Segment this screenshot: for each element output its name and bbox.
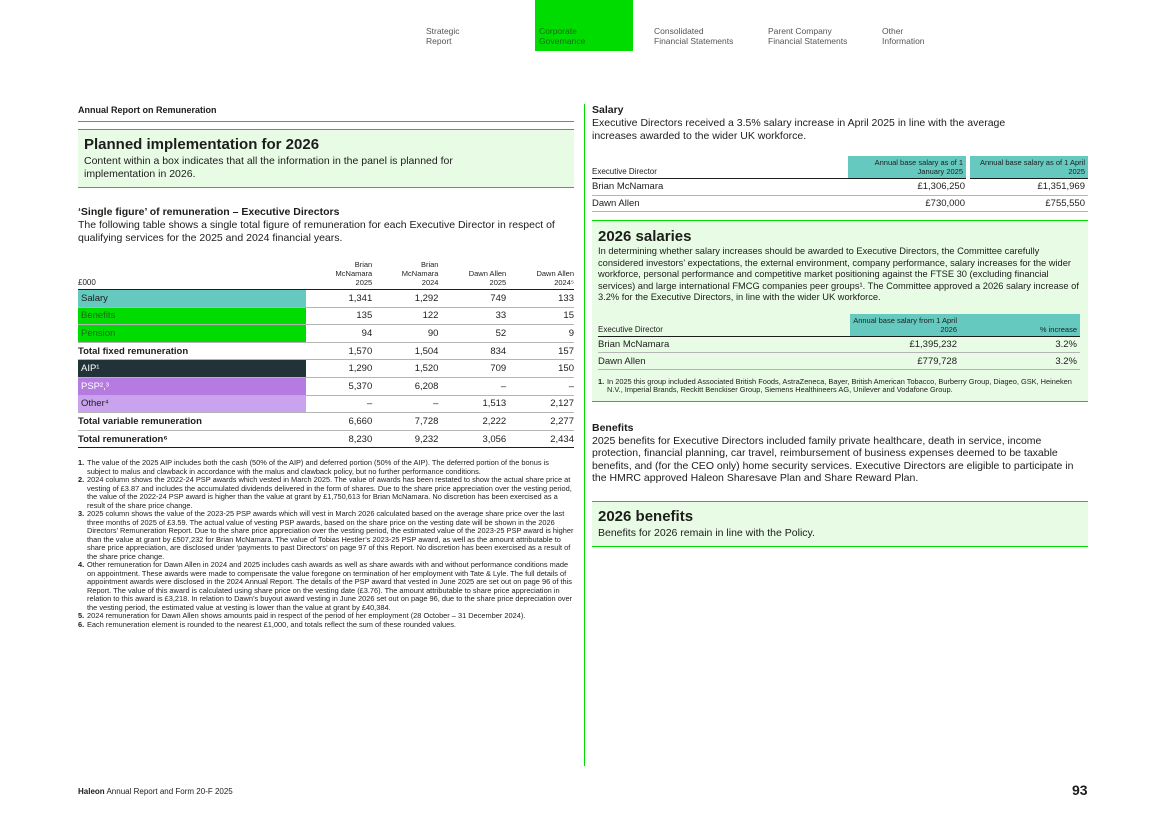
cell: 3.2% xyxy=(960,336,1080,353)
cell: 33 xyxy=(438,307,506,325)
nav-label: Financial Statements xyxy=(654,36,734,46)
benefits-2026-text: Benefits for 2026 remain in line with the Policy. xyxy=(598,526,815,539)
column-header: Annual base salary from 1 April 2026 xyxy=(850,314,960,337)
cell: 2,127 xyxy=(506,395,574,413)
row-label: Total variable remuneration xyxy=(78,413,306,431)
cell: 90 xyxy=(372,325,438,343)
cell: 7,728 xyxy=(372,413,438,431)
cell: 6,208 xyxy=(372,377,438,395)
cell: Dawn Allen xyxy=(592,195,848,212)
cell: 9,232 xyxy=(372,430,438,448)
salary-2026-table xyxy=(598,314,1080,370)
table-row-psp xyxy=(78,377,574,395)
cell: 2,434 xyxy=(506,430,574,448)
nav-label: Corporate xyxy=(539,26,577,36)
cell: 150 xyxy=(506,360,574,378)
footnote: 1. The value of the 2025 AIP includes both the cash (50% of the AIP) and deferred portion (50% of the AIP). The deferred portion of the bonus is subject to malus and clawback in accordance with the malus and clawback policy, but no further performance conditions. xyxy=(78,458,549,476)
salary-heading: Salary xyxy=(592,104,624,116)
table-row-aip xyxy=(78,360,574,378)
brand-name: Haleon xyxy=(78,787,105,796)
salaries-2026-text: In determining whether salary increases should be awarded to Executive Directors, the Committee carefully considered investors’ expectations, the external environment, company performance, salary increases for the wider workforce, personal performance and competitive market positioning against the FTSE 30 (excluding financial services) and large international FMCG companies peer groups¹. The Committee approved a 2026 salary increase of 3.2% for the Executive Directors, in line with the wider UK workforce. xyxy=(598,246,1079,303)
cell: – xyxy=(506,377,574,395)
salaries-footnote: 1. In 2025 this group included Associated British Foods, AstraZeneca, Bayer, British American Tobacco, Burberry Group, Diageo, GSK, Heineken N.V., Imperial Brands, Reckitt Benckiser Group, Siemens Healthineers AG, Unilever and Vodafone Group. xyxy=(598,376,1072,395)
planned-implementation-box xyxy=(78,129,574,188)
single-figure-table xyxy=(78,260,574,448)
column-header: Brian McNamara 2025 xyxy=(306,260,372,290)
cell: £1,395,232 xyxy=(850,336,960,353)
footer-text: Annual Report and Form 20-F 2025 xyxy=(106,787,233,796)
column-header: Executive Director xyxy=(592,156,848,179)
cell: – xyxy=(306,395,372,413)
column-divider xyxy=(584,104,585,766)
cell: 94 xyxy=(306,325,372,343)
cell: 5,370 xyxy=(306,377,372,395)
nav-label: Strategic xyxy=(426,26,460,36)
cell: 9 xyxy=(506,325,574,343)
cell: 3.2% xyxy=(960,353,1080,370)
row-label: Other⁴ xyxy=(78,395,306,413)
column-header: Dawn Allen 2024⁵ xyxy=(506,260,574,290)
table-header-row xyxy=(78,260,574,290)
nav-label: Report xyxy=(426,36,452,46)
plan-text: Content within a box indicates that all the information in the panel is planned for implementation in 2026. xyxy=(84,155,453,180)
table-row xyxy=(598,353,1080,370)
cell: 122 xyxy=(372,307,438,325)
cell: – xyxy=(372,395,438,413)
nav-consolidated-financial-statements[interactable] xyxy=(654,0,733,51)
cell: 1,504 xyxy=(372,342,438,360)
cell: £755,550 xyxy=(968,195,1088,212)
nav-parent-company-financial-statements[interactable] xyxy=(768,0,847,51)
footnote: 3. 2025 column shows the value of the 2023-25 PSP awards which will vest in March 2026 calculated based on the average share price over the last three months of 2025 of £3.59. The actual value of vesting PSP awards, based on the share price on the vesting date will be shown in the 2026 Directors’ Remuneration Report. Due to the share price appreciation over the vesting period, the estimated value of the 2023-25 PSP award is higher than the value at grant by £507,232 for Brian McNamara. The value of Tobias Hestler’s 2023-25 PSP award, as well as the amount attributable to share price appreciation, are disclosed under ‘payments to past Directors’ on page 97 of this Report. No discretion has been exercised as a result of the share price change. xyxy=(78,509,574,561)
cell: 157 xyxy=(506,342,574,360)
benefits-2026-title: 2026 benefits xyxy=(598,507,694,525)
cell: 1,341 xyxy=(306,290,372,308)
nav-label: Information xyxy=(882,36,925,46)
cell: £1,351,969 xyxy=(968,179,1088,196)
page-number: 93 xyxy=(1072,782,1088,798)
benefits-2026-box xyxy=(592,501,1088,548)
cell: 1,290 xyxy=(306,360,372,378)
table-row xyxy=(592,179,1088,196)
table-row-total-variable xyxy=(78,413,574,431)
cell: 749 xyxy=(438,290,506,308)
footnote: 2. 2024 column shows the 2022-24 PSP awards which vested in March 2025. The value of awards has been restated to show the actual share price at vesting of £3.87 and includes the accumulated dividends delivered in the form of shares. Due to the share price appreciation over the vesting period, the value of the 2022-24 PSP award is higher than the value at grant by £1,750,613 for Brian McNamara. No discretion has been exercised as a result of the share price change. xyxy=(78,475,572,510)
cell: 15 xyxy=(506,307,574,325)
nav-label: Consolidated xyxy=(654,26,704,36)
row-label: Salary xyxy=(78,290,306,308)
salary-intro: Executive Directors received a 3.5% salary increase in April 2025 in line with the average increases awarded to the wider UK workforce. xyxy=(592,117,1006,142)
cell: 52 xyxy=(438,325,506,343)
table-header-row xyxy=(598,314,1080,337)
cell: 3,056 xyxy=(438,430,506,448)
salaries-2026-box xyxy=(592,220,1088,402)
column-header: Annual base salary as of 1 April 2025 xyxy=(968,156,1088,179)
footnote: 6. Each remuneration element is rounded to the nearest £1,000, and totals reflect the sum of these rounded values. xyxy=(78,619,456,629)
cell: 133 xyxy=(506,290,574,308)
benefits-text: 2025 benefits for Executive Directors included family private healthcare, death in service, income protection, financial planning, car travel, reimbursement of business expenses deemed to be taxable benefits, and (for the CEO only) home security services. Executive Directors are eligible to participate in the HMRC approved Haleon Sharesave Plan and Share Reward Plan. xyxy=(592,434,1074,485)
table-row-total-fixed xyxy=(78,342,574,360)
table-row-pension xyxy=(78,325,574,343)
section-label: Annual Report on Remuneration xyxy=(78,104,574,122)
cell: 6,660 xyxy=(306,413,372,431)
table-row-salary xyxy=(78,290,574,308)
column-header: Executive Director xyxy=(598,314,850,337)
single-figure-section xyxy=(78,206,574,244)
row-label: AIP¹ xyxy=(78,360,306,378)
cell: 1,292 xyxy=(372,290,438,308)
footnote: 4. Other remuneration for Dawn Allen in 2024 and 2025 includes cash awards as well as share awards with and without performance conditions made on appointment. These awards were made to compensate the value foregone on termination of her employment with Tate & Lyle. The full details of appointment awards were disclosed in the 2024 Annual Report. The details of the PSP award that vested in June 2025 are set out on page 96 of this Report. The value of this award is calculated using share price on the vesting date (£3.76). The amount attributable to share price appreciation in relation to this award is £3,218. In relation to Dawn’s buyout award vesting in June 2026 set out on page 96, due to the share price depreciation over the vesting period, the estimated value at vesting is lower than the value at grant by £40,384. xyxy=(78,560,573,612)
table-header-row xyxy=(592,156,1088,179)
salary-table xyxy=(592,156,1088,212)
cell: 1,513 xyxy=(438,395,506,413)
column-header: Brian McNamara 2024 xyxy=(372,260,438,290)
left-column xyxy=(78,104,574,629)
cell: 135 xyxy=(306,307,372,325)
row-label: Pension xyxy=(78,325,306,343)
right-column xyxy=(592,104,1088,547)
column-header: Annual base salary as of 1 January 2025 xyxy=(848,156,968,179)
salaries-2026-title: 2026 salaries xyxy=(598,228,692,245)
row-label: Total fixed remuneration xyxy=(78,342,306,360)
cell: 8,230 xyxy=(306,430,372,448)
table-row-other xyxy=(78,395,574,413)
cell: 2,277 xyxy=(506,413,574,431)
footer xyxy=(78,787,233,796)
table-row xyxy=(598,336,1080,353)
footnotes xyxy=(78,459,574,629)
cell: £779,728 xyxy=(850,353,960,370)
unit-header: £000 xyxy=(78,260,306,290)
nav-corporate-governance[interactable] xyxy=(535,0,633,51)
column-header: % increase xyxy=(960,314,1080,337)
nav-label: Governance xyxy=(539,36,586,46)
top-navigation xyxy=(0,0,1168,52)
cell: £730,000 xyxy=(848,195,968,212)
cell: Brian McNamara xyxy=(592,179,848,196)
plan-title: Planned implementation for 2026 xyxy=(84,136,320,153)
cell: – xyxy=(438,377,506,395)
cell: Brian McNamara xyxy=(598,336,850,353)
single-figure-heading: ‘Single figure’ of remuneration – Executive Directors xyxy=(78,206,340,218)
cell: 2,222 xyxy=(438,413,506,431)
cell: £1,306,250 xyxy=(848,179,968,196)
nav-label: Parent Company xyxy=(768,26,832,36)
row-label: PSP²,³ xyxy=(78,377,306,395)
table-row-total-remuneration xyxy=(78,430,574,448)
cell: 709 xyxy=(438,360,506,378)
nav-label: Other xyxy=(882,26,904,36)
single-figure-intro: The following table shows a single total figure of remuneration for each Executive Director in respect of qualifying services for the 2025 and 2024 financial years. xyxy=(78,219,555,244)
column-header: Dawn Allen 2025 xyxy=(438,260,506,290)
row-label: Total remuneration⁶ xyxy=(78,430,306,448)
footnote: 5. 2024 remuneration for Dawn Allen shows amounts paid in respect of the period of her employment (28 October – 31 December 2024). xyxy=(78,611,526,621)
nav-other-information[interactable] xyxy=(882,0,925,51)
benefits-heading: Benefits xyxy=(592,421,634,434)
row-label: Benefits xyxy=(78,307,306,325)
table-row xyxy=(592,195,1088,212)
benefits-section xyxy=(592,422,1088,485)
cell: 1,570 xyxy=(306,342,372,360)
nav-strategic-report[interactable] xyxy=(426,0,460,51)
nav-label: Financial Statements xyxy=(768,36,848,46)
cell: Dawn Allen xyxy=(598,353,850,370)
table-row-benefits xyxy=(78,307,574,325)
cell: 834 xyxy=(438,342,506,360)
cell: 1,520 xyxy=(372,360,438,378)
